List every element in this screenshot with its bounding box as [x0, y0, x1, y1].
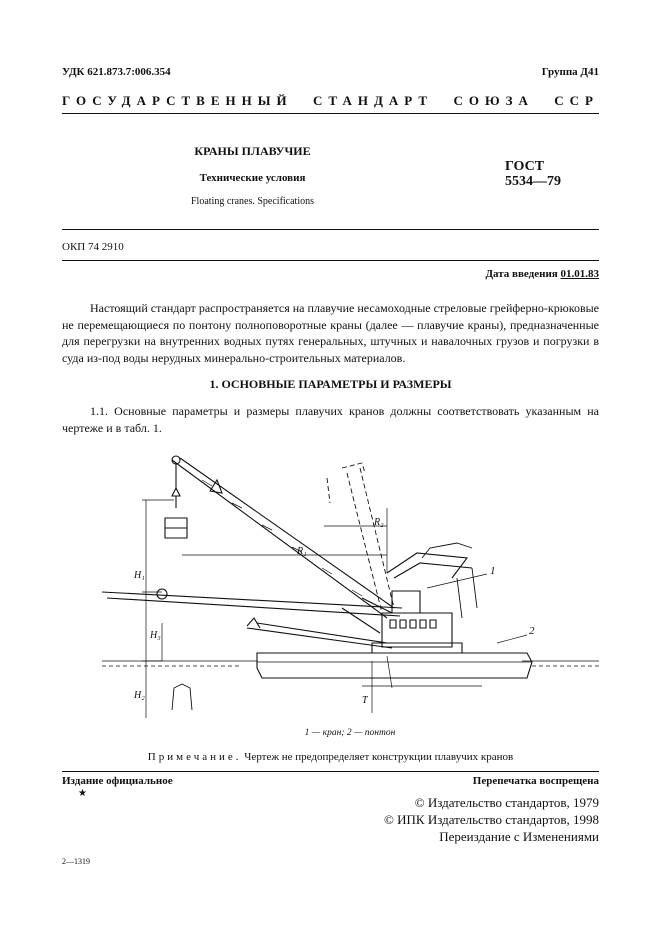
water-lines — [102, 661, 599, 686]
note-text: Чертеж не предопределяет конструкции плавучих кранов — [244, 751, 514, 763]
footer-rule — [62, 771, 599, 772]
state-word: ССР — [554, 93, 599, 108]
section-heading: 1. ОСНОВНЫЕ ПАРАМЕТРЫ И РАЗМЕРЫ — [209, 377, 452, 391]
state-word: ГОСУДАРСТВЕННЫЙ — [62, 93, 293, 108]
reprint-notice: Перепечатка воспрещена — [472, 775, 599, 787]
okp-rule — [62, 260, 599, 261]
intro-date-label: Дата введения — [485, 268, 558, 280]
document-title: КРАНЫ ПЛАВУЧИЕ — [194, 144, 311, 158]
document-title-english: Floating cranes. Specifications — [190, 196, 315, 207]
pontoon — [257, 653, 532, 678]
label-h1: H₁ — [134, 570, 145, 581]
floating-crane-drawing — [62, 448, 599, 726]
drawing-caption: 1 — кран; 2 — понтон — [304, 728, 396, 738]
section-paragraph: 1.1. Основные параметры и размеры плавучих кранов должны соответствовать указанным на чертеже и в табл. 1. — [62, 404, 599, 435]
rear-boom — [387, 543, 477, 618]
note-label: Примечание. — [147, 751, 242, 763]
label-t: T — [362, 695, 368, 706]
udk-code: УДК 621.873.7:006.354 — [62, 66, 171, 78]
copyright-1998: © ИПК Издательство стандартов, 1998 — [384, 812, 599, 827]
label-r1: R₁ — [297, 546, 307, 557]
intro-date-value: 01.01.83 — [560, 268, 599, 280]
label-h3: H₃ — [150, 630, 161, 641]
alt-boom-dashed — [327, 463, 394, 613]
gost-label: ГОСТ — [505, 159, 545, 174]
gost-number: 5534—79 — [505, 174, 561, 189]
main-boom — [165, 456, 394, 618]
edition-label: Издание официальное — [62, 775, 173, 787]
print-code: 2—1319 — [62, 857, 90, 866]
state-word: СОЮЗА — [453, 93, 534, 108]
grab-bucket — [165, 518, 187, 538]
copyright-1979: © Издательство стандартов, 1979 — [414, 795, 599, 810]
state-standard-banner — [62, 93, 599, 109]
okp-code: ОКП 74 2910 — [62, 241, 124, 253]
star-icon: ★ — [78, 788, 87, 799]
callout-1: 1 — [490, 565, 496, 577]
label-r2: R₂ — [374, 517, 384, 528]
callout-2: 2 — [529, 625, 535, 637]
drawing-note — [62, 751, 599, 763]
header-rule — [62, 113, 599, 114]
submerged-load — [172, 684, 192, 710]
reissue-note: Переиздание с Изменениями — [439, 829, 599, 844]
intro-paragraph: Настоящий стандарт распространяется на плавучие несамоходные стреловые грейферно-крюковые не перемещающиеся по понтону полноповоротные краны (далее — плавучие краны), предназначенные для перегрузки на внутренних водных путях генеральных, штучных и навалочных грузов и погрузки в суда из-под воды нерудных минерально-строительных материалов. — [62, 301, 599, 365]
state-word: СТАНДАРТ — [313, 93, 434, 108]
label-h2: H₂ — [134, 690, 145, 701]
intro-date — [485, 268, 599, 280]
title-rule — [62, 229, 599, 230]
document-subtitle: Технические условия — [199, 172, 306, 184]
group-code: Группа Д41 — [541, 66, 599, 78]
